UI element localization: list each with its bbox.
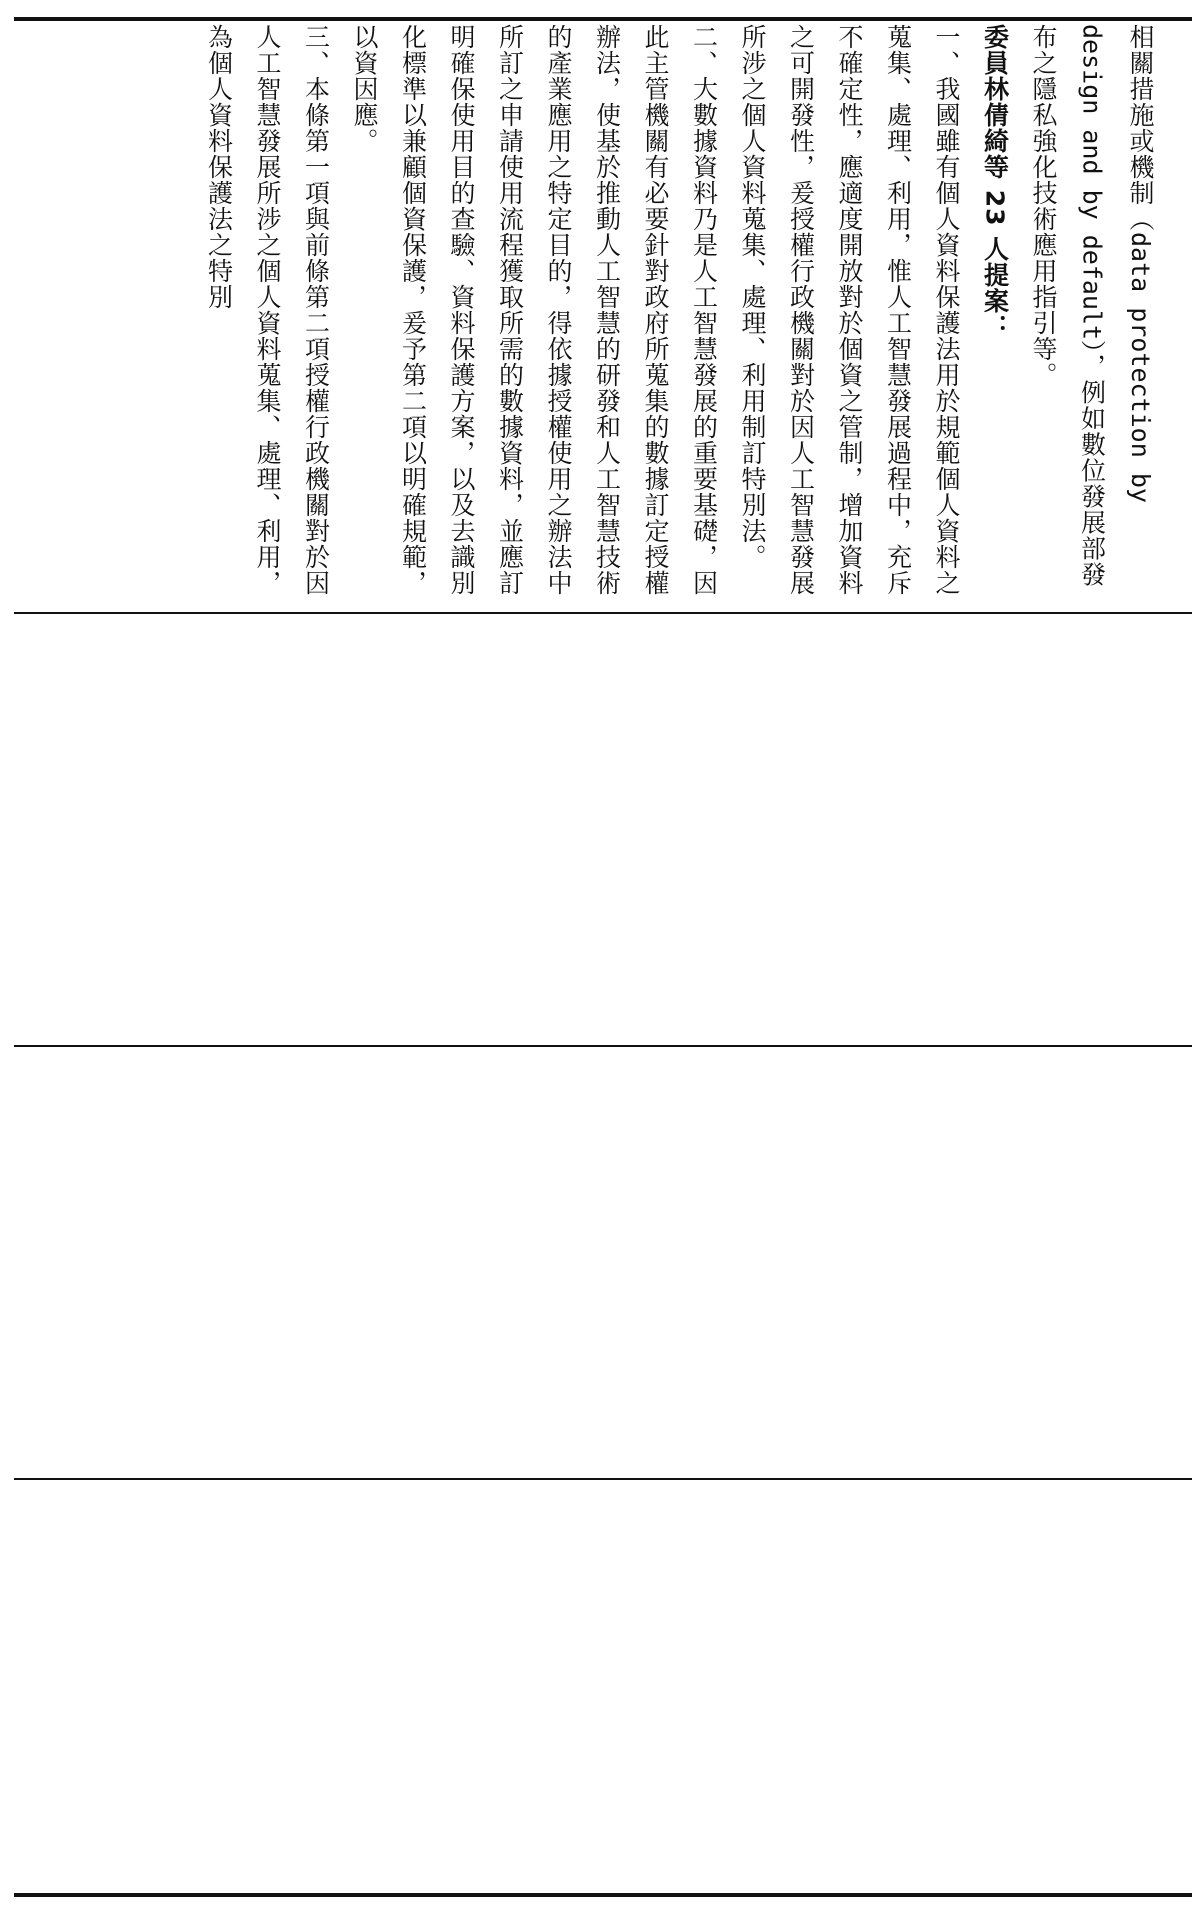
continuation-text-part2: ），例如數位發展部發布之隱私強化技術應用指引等。: [1029, 24, 1107, 588]
row-divider-3: [14, 1478, 1192, 1480]
item-label: 一、: [932, 24, 961, 76]
table-top-border: [14, 17, 1192, 21]
item-text: 本條第一項與前條第二項授權行政機關對於因人工智慧發展所涉之個人資料蒐集、處理、利用，為個人資料保護法之特別: [204, 24, 331, 596]
continuation-paragraph: [1019, 24, 1165, 604]
continuation-text-part1: 相關措施或機制（: [1126, 24, 1155, 232]
list-item: [194, 24, 340, 604]
list-item: [728, 24, 971, 604]
item-text: 大數據資料乃是人工智慧發展的重要基礎，因此主管機關有必要針對政府所蒐集的數據訂定授權辦法，使基於推動人工智慧的研發和人工智慧技術的產業應用之特定目的，得依據授權使用之辦法中所訂之申請使用流程獲取所需的數據資料，並應訂明確保使用目的查驗、資料保護方案，以及去識別化標準以兼顧個資保護，爰予第二項以明確規範，以資因應。: [350, 24, 719, 596]
proposal-heading: 委員林倩綺等 23 人提案：: [980, 24, 1010, 341]
item-text: 我國雖有個人資料保護法用於規範個人資料之蒐集、處理、利用，惟人工智慧發展過程中，充斥不確定性，應適度開放對於個資之管制，增加資料之可開發性，爰授權行政機關對於因人工智慧發展所涉之個人資料蒐集、處理、利用制訂特別法。: [738, 24, 961, 596]
row-divider-2: [14, 1045, 1192, 1047]
continuation-latin-term: data protection by design and by default: [1077, 24, 1155, 503]
table-bottom-border: [14, 1893, 1192, 1897]
vertical-text-block: [14, 24, 1164, 604]
list-item: [340, 24, 728, 604]
item-label: 二、: [689, 24, 719, 76]
row-divider-1: [14, 612, 1192, 614]
item-label: 三、: [301, 24, 331, 76]
